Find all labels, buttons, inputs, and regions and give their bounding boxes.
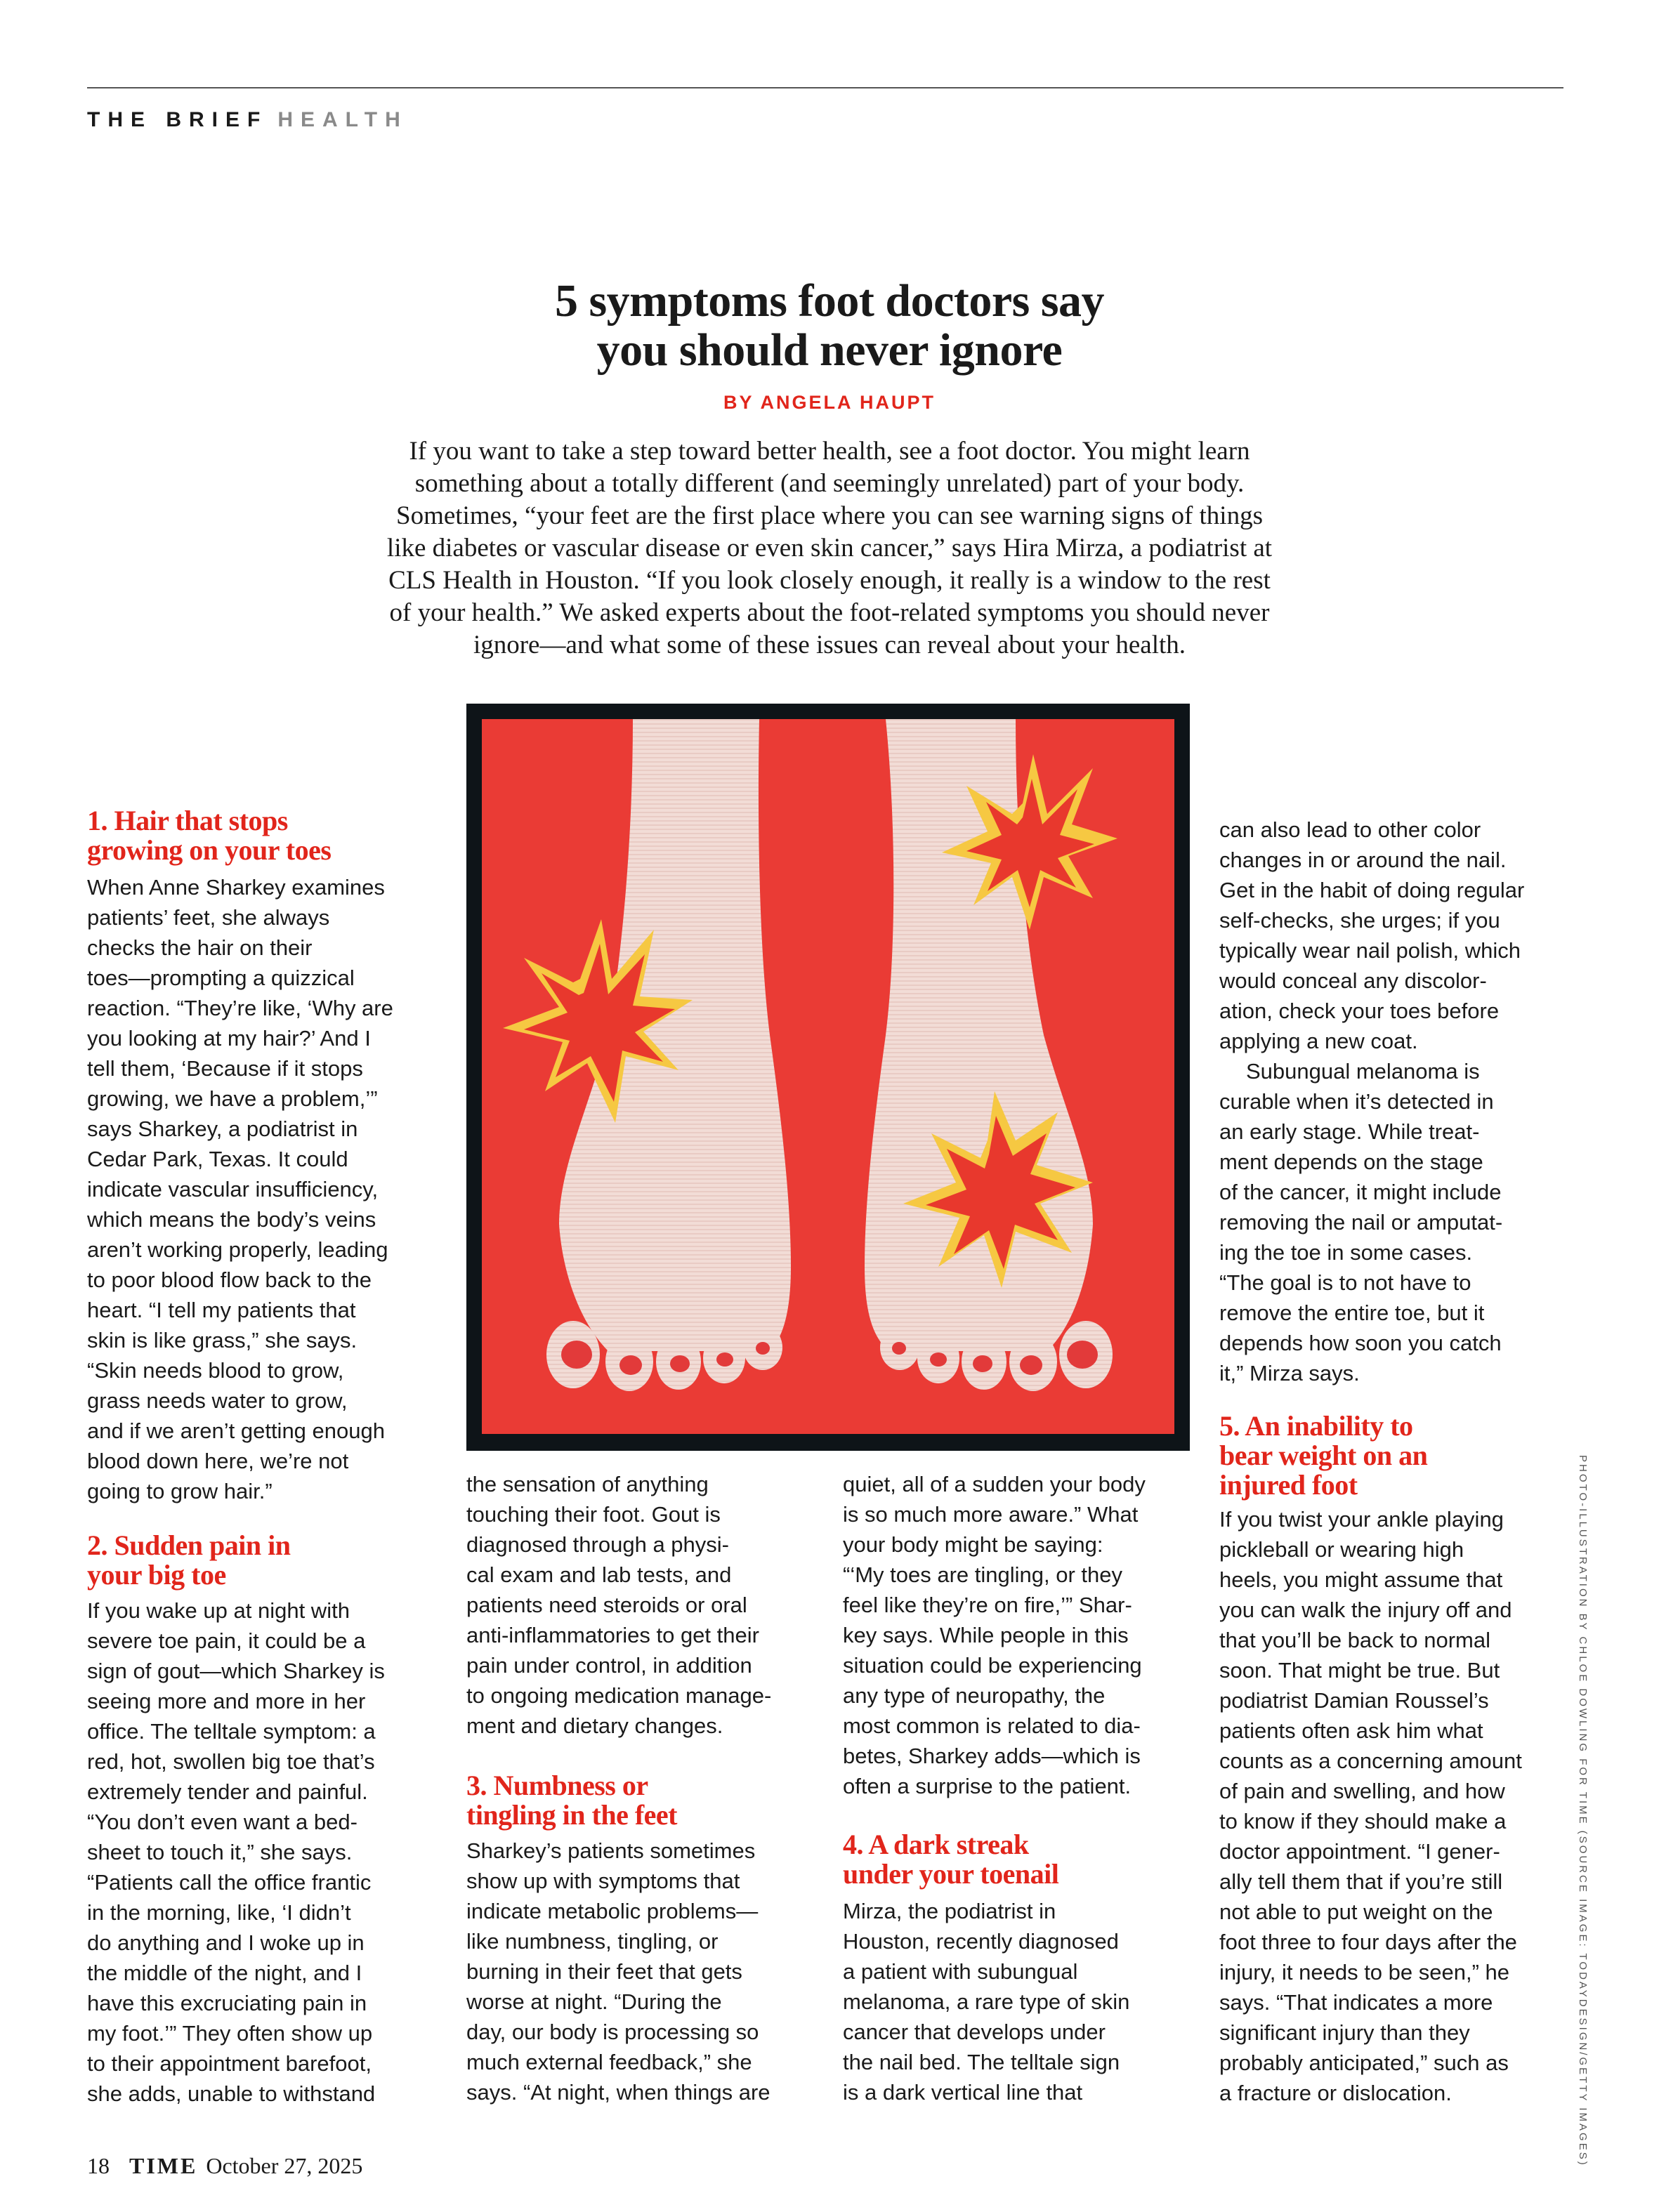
body-line: quiet, all of a sudden your body xyxy=(843,1472,1146,1496)
body-line: probably anticipated,” such as xyxy=(1219,2050,1509,2075)
body-line: do anything and I woke up in xyxy=(87,1930,365,1955)
subhead-1 xyxy=(87,806,331,865)
body-line: Mirza, the podiatrist in xyxy=(843,1899,1056,1923)
body-line: going to grow hair.” xyxy=(87,1479,273,1503)
page-footer xyxy=(87,2153,362,2179)
body-line: a fracture or dislocation. xyxy=(1219,2081,1452,2105)
body-line: Cedar Park, Texas. It could xyxy=(87,1147,348,1171)
body-line: “You don’t even want a bed- xyxy=(87,1810,358,1834)
dek-line: Sometimes, “your feet are the first place where you can see warning signs of things xyxy=(396,501,1263,530)
body-line: your body might be saying: xyxy=(843,1532,1103,1557)
body-line: office. The telltale symptom: a xyxy=(87,1719,376,1744)
body-line: says Sharkey, a podiatrist in xyxy=(87,1117,358,1141)
subhead-line: 5. An inability to xyxy=(1219,1410,1413,1442)
body-line: self-checks, she urges; if you xyxy=(1219,908,1500,933)
body-line: to know if they should make a xyxy=(1219,1809,1507,1834)
body-line: day, our body is processing so xyxy=(466,2020,759,2044)
body-line: any type of neuropathy, the xyxy=(843,1683,1106,1708)
col4-body-top xyxy=(1219,815,1524,1388)
body-line: indicate metabolic problems— xyxy=(466,1899,759,1923)
body-line: can also lead to other color xyxy=(1219,817,1481,842)
body-line: “The goal is to not have to xyxy=(1219,1270,1471,1295)
body-line: like numbness, tingling, or xyxy=(466,1929,719,1954)
subsection-name: HEALTH xyxy=(277,108,408,131)
body-line: that you’ll be back to normal xyxy=(1219,1628,1490,1652)
body-line: in the morning, like, ‘I didn’t xyxy=(87,1900,351,1925)
body-line: sign of gout—which Sharkey is xyxy=(87,1659,385,1683)
col2-body3 xyxy=(466,1836,771,2107)
body-line: applying a new coat. xyxy=(1219,1029,1418,1053)
subhead-line: 4. A dark streak xyxy=(843,1829,1029,1860)
body-line: and if we aren’t getting enough xyxy=(87,1418,385,1443)
feet-illustration xyxy=(482,719,1174,1434)
body-line: extremely tender and painful. xyxy=(87,1779,368,1804)
body-line: aren’t working properly, leading xyxy=(87,1237,388,1262)
body-line: have this excruciating pain in xyxy=(87,1991,367,2015)
body-line: to poor blood flow back to the xyxy=(87,1268,372,1292)
body-line: patients often ask him what xyxy=(1219,1718,1483,1743)
body-line: cal exam and lab tests, and xyxy=(466,1562,732,1587)
body-line: reaction. “They’re like, ‘Why are xyxy=(87,996,393,1020)
body-line: diagnosed through a physi- xyxy=(466,1532,729,1557)
body-line: toes—prompting a quizzical xyxy=(87,966,355,990)
body-line: worse at night. “During the xyxy=(466,1989,722,2014)
body-line: “‘My toes are tingling, or they xyxy=(843,1562,1123,1587)
body-line: severe toe pain, it could be a xyxy=(87,1628,366,1653)
body-line: patients’ feet, she always xyxy=(87,905,330,930)
subhead-4 xyxy=(843,1830,1058,1889)
byline: BY ANGELA HAUPT xyxy=(723,392,936,413)
body-line: significant injury than they xyxy=(1219,2020,1470,2045)
body-line: ment and dietary changes. xyxy=(466,1713,723,1738)
subhead-line: 2. Sudden pain in xyxy=(87,1529,291,1561)
body-line: an early stage. While treat- xyxy=(1219,1119,1480,1144)
section-name: THE BRIEF xyxy=(87,108,268,131)
body-line: show up with symptoms that xyxy=(466,1869,740,1893)
subhead-line: your big toe xyxy=(87,1559,226,1591)
body-line: Sharkey’s patients sometimes xyxy=(466,1838,756,1863)
body-line: seeing more and more in her xyxy=(87,1689,366,1713)
body-line: to their appointment barefoot, xyxy=(87,2051,372,2076)
body-line: much external feedback,” she xyxy=(466,2050,752,2074)
body-line: feel like they’re on fire,’” Shar- xyxy=(843,1593,1132,1617)
body-line: grass needs water to grow, xyxy=(87,1388,348,1413)
body-line: often a surprise to the patient. xyxy=(843,1774,1132,1798)
subhead-line: 1. Hair that stops xyxy=(87,805,288,836)
body-line: growing, we have a problem,’” xyxy=(87,1086,378,1111)
feet-photo xyxy=(466,704,1190,1451)
col3-body-top xyxy=(843,1469,1146,1801)
body-line: “Skin needs blood to grow, xyxy=(87,1358,344,1383)
headline-line: 5 symptoms foot doctors say xyxy=(554,275,1105,327)
body-line: patients need steroids or oral xyxy=(466,1593,747,1617)
body-line: says. “At night, when things are xyxy=(466,2080,771,2105)
body-line: is so much more aware.” What xyxy=(843,1502,1139,1527)
body-line: Subungual melanoma is xyxy=(1246,1059,1480,1084)
body-line: curable when it’s detected in xyxy=(1219,1089,1494,1114)
body-line: checks the hair on their xyxy=(87,935,313,960)
dek xyxy=(302,435,1357,661)
subhead-line: under your toenail xyxy=(843,1858,1059,1890)
body-line: a patient with subungual xyxy=(843,1959,1078,1984)
body-line: counts as a concerning amount xyxy=(1219,1749,1522,1773)
photo-credit: PHOTO-ILLUSTRATION BY CHLOE DOWLING FOR TIME (SOURCE IMAGE: TODAYDESIGN/GETTY IMAGES) xyxy=(1577,1455,1589,2167)
body-line: sheet to touch it,” she says. xyxy=(87,1840,353,1864)
body-line: says. “That indicates a more xyxy=(1219,1990,1493,2015)
col3-body4 xyxy=(843,1896,1129,2107)
body-line: you can walk the injury off and xyxy=(1219,1598,1512,1622)
subhead-3 xyxy=(466,1771,677,1830)
body-line: melanoma, a rare type of skin xyxy=(843,1989,1130,2014)
subhead-line: tingling in the feet xyxy=(466,1799,677,1831)
body-line: betes, Sharkey adds—which is xyxy=(843,1744,1141,1768)
body-line: would conceal any discolor- xyxy=(1219,968,1487,993)
body-line: key says. While people in this xyxy=(843,1623,1129,1647)
subhead-2 xyxy=(87,1531,290,1590)
body-line: removing the nail or amputat- xyxy=(1219,1210,1503,1235)
body-line: blood down here, we’re not xyxy=(87,1449,349,1473)
body-line: of the cancer, it might include xyxy=(1219,1180,1502,1204)
body-line: most common is related to dia- xyxy=(843,1713,1141,1738)
dek-line: ignore—and what some of these issues can reveal about your health. xyxy=(473,631,1186,659)
body-line: typically wear nail polish, which xyxy=(1219,938,1521,963)
body-line: podiatrist Damian Roussel’s xyxy=(1219,1688,1489,1713)
issue-date: October 27, 2025 xyxy=(206,2153,363,2178)
col1-body2 xyxy=(87,1595,385,2109)
body-line: the middle of the night, and I xyxy=(87,1961,362,1985)
headline xyxy=(0,277,1659,375)
body-line: tell them, ‘Because if it stops xyxy=(87,1056,363,1081)
body-line: depends how soon you catch xyxy=(1219,1331,1502,1355)
body-line: remove the entire toe, but it xyxy=(1219,1301,1485,1325)
body-line: When Anne Sharkey examines xyxy=(87,875,385,900)
body-line: cancer that develops under xyxy=(843,2020,1106,2044)
subhead-5 xyxy=(1219,1411,1427,1500)
body-line: the nail bed. The telltale sign xyxy=(843,2050,1120,2074)
subhead-line: injured foot xyxy=(1219,1469,1358,1501)
body-line: ation, check your toes before xyxy=(1219,999,1500,1023)
body-line: ing the toe in some cases. xyxy=(1219,1240,1473,1265)
dek-line: CLS Health in Houston. “If you look closely enough, it really is a window to the rest xyxy=(388,566,1271,595)
body-line: indicate vascular insufficiency, xyxy=(87,1177,379,1202)
body-line: changes in or around the nail. xyxy=(1219,848,1507,872)
body-line: which means the body’s veins xyxy=(87,1207,376,1232)
body-line: heart. “I tell my patients that xyxy=(87,1298,356,1322)
subhead-line: 3. Numbness or xyxy=(466,1770,648,1801)
body-line: the sensation of anything xyxy=(466,1472,709,1496)
body-line: not able to put weight on the xyxy=(1219,1900,1493,1924)
body-line: my foot.’” They often show up xyxy=(87,2021,373,2046)
body-line: “Patients call the office frantic xyxy=(87,1870,372,1895)
dek-line: of your health.” We asked experts about the foot-related symptoms you should never xyxy=(389,598,1270,627)
body-line: ment depends on the stage xyxy=(1219,1150,1483,1174)
body-line: pain under control, in addition xyxy=(466,1653,752,1678)
body-line: pickleball or wearing high xyxy=(1219,1537,1464,1562)
body-line: heels, you might assume that xyxy=(1219,1567,1503,1592)
body-line: to ongoing medication manage- xyxy=(466,1683,772,1708)
subhead-line: growing on your toes xyxy=(87,834,332,866)
headline-line: you should never ignore xyxy=(596,324,1063,376)
body-line: she adds, unable to withstand xyxy=(87,2081,376,2106)
body-line: of pain and swelling, and how xyxy=(1219,1779,1505,1803)
dek-line: something about a totally different (and seemingly unrelated) part of your body. xyxy=(414,469,1245,498)
body-line: burning in their feet that gets xyxy=(466,1959,742,1984)
col2-body-top xyxy=(466,1469,771,1741)
body-line: If you wake up at night with xyxy=(87,1598,350,1623)
body-line: doctor appointment. “I gener- xyxy=(1219,1839,1500,1864)
dek-line: like diabetes or vascular disease or even skin cancer,” says Hira Mirza, a podiatrist at xyxy=(386,534,1273,562)
body-line: red, hot, swollen big toe that’s xyxy=(87,1749,375,1774)
section-label xyxy=(87,108,408,132)
col1-body1 xyxy=(87,872,393,1506)
body-line: Get in the habit of doing regular xyxy=(1219,878,1525,902)
body-line: you looking at my hair?’ And I xyxy=(87,1026,371,1051)
body-line: touching their foot. Gout is xyxy=(466,1502,721,1527)
body-line: it,” Mirza says. xyxy=(1219,1361,1360,1385)
body-line: is a dark vertical line that xyxy=(843,2080,1083,2105)
body-line: injury, it needs to be seen,” he xyxy=(1219,1960,1510,1984)
page-number: 18 xyxy=(87,2153,110,2178)
body-line: skin is like grass,” she says. xyxy=(87,1328,358,1352)
dek-line: If you want to take a step toward better health, see a foot doctor. You might learn xyxy=(409,437,1250,466)
body-line: Houston, recently diagnosed xyxy=(843,1929,1119,1954)
body-line: If you twist your ankle playing xyxy=(1219,1507,1504,1532)
top-rule xyxy=(87,87,1563,88)
body-line: ally tell them that if you’re still xyxy=(1219,1869,1503,1894)
body-line: anti-inflammatories to get their xyxy=(466,1623,759,1647)
body-line: foot three to four days after the xyxy=(1219,1930,1517,1954)
subhead-line: bear weight on an xyxy=(1219,1440,1428,1471)
col4-body5 xyxy=(1219,1504,1522,2108)
body-line: situation could be experiencing xyxy=(843,1653,1142,1678)
body-line: soon. That might be true. But xyxy=(1219,1658,1500,1683)
magazine-name: TIME xyxy=(129,2153,198,2178)
